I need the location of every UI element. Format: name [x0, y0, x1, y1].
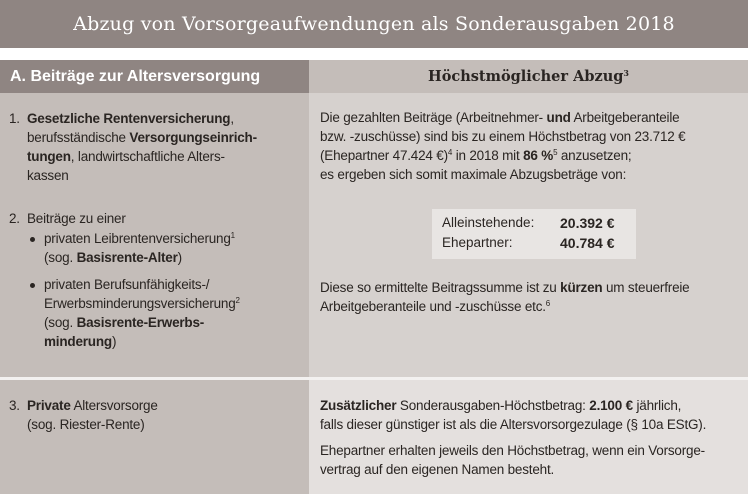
header-text: Höchstmöglicher Abzug: [428, 68, 624, 85]
footnote-ref: 3: [623, 68, 629, 78]
item-number: 1.: [9, 111, 20, 126]
bullet-icon: [30, 237, 35, 242]
bullet-item-basisrente-alter: privaten Leibrentenversicherung$^1$ (sog. Basisrente-Alter): [44, 231, 235, 265]
item-3-text: Private Altersvorsorge (sog. Riester-Rente): [27, 398, 158, 432]
bullet-item-basisrente-erwerbsminderung: privaten Berufsunfähigkeits-/ Erwerbsminderungsversicherung$^2$ (sog. Basisrente-Erwerbs- minderung): [44, 277, 240, 349]
item-2-text: Beiträge zu einer: [27, 211, 126, 226]
value-single: 20.392 €: [560, 215, 615, 231]
row2-left-cell: [0, 380, 309, 494]
item-number: 3.: [9, 398, 20, 413]
bullet-icon: [30, 283, 35, 288]
column-header-max-deduction: [309, 60, 748, 93]
value-spouses: 40.784 €: [560, 235, 615, 251]
riester-deduction-text: Zusätzlicher Sonderausgaben-Höchstbetrag: 2.100 € jährlich, falls dieser günstiger ist als die Altersvorsorgezulage (§ 10a EStG).: [320, 398, 707, 432]
page-title: Abzug von Vorsorgeaufwendungen als Sonderausgaben 2018: [0, 0, 748, 48]
item-1-text: Gesetzliche Rentenversicherung, berufsständische Versorgungseinrich- tungen, landwirtschaftliche Alters- kassen: [27, 111, 257, 183]
item-number: 2.: [9, 211, 20, 226]
row1-left-cell: [0, 93, 309, 377]
label-single: Alleinstehende:: [442, 215, 535, 230]
deduction-description: Die gezahlten Beiträge (Arbeitnehmer- und Arbeitgeberanteile bzw. -zuschüsse) sind bis zu einem Höchstbetrag von 23.712 € (Ehepartner 47.424 €)$^4$ in 2018 mit 86 %$^5$ anzusetzen; es ergeben sich somit maximale Abzugsbeträge von:: [320, 110, 686, 182]
column-header-contributions: A. Beiträge zur Altersversorgung: [0, 60, 309, 93]
max-deduction-box: [432, 209, 636, 259]
spouse-note: Ehepartner erhalten jeweils den Höchstbetrag, wenn ein Vorsorge- vertrag auf den eigenen Namen besteht.: [320, 443, 705, 477]
label-spouses: Ehepartner:: [442, 235, 513, 250]
reduction-note: Diese so ermittelte Beitragssumme ist zu kürzen um steuerfreie Arbeitgeberanteile und -zuschüsse etc.$^6$: [320, 280, 690, 314]
row2-right-cell: [309, 380, 748, 494]
